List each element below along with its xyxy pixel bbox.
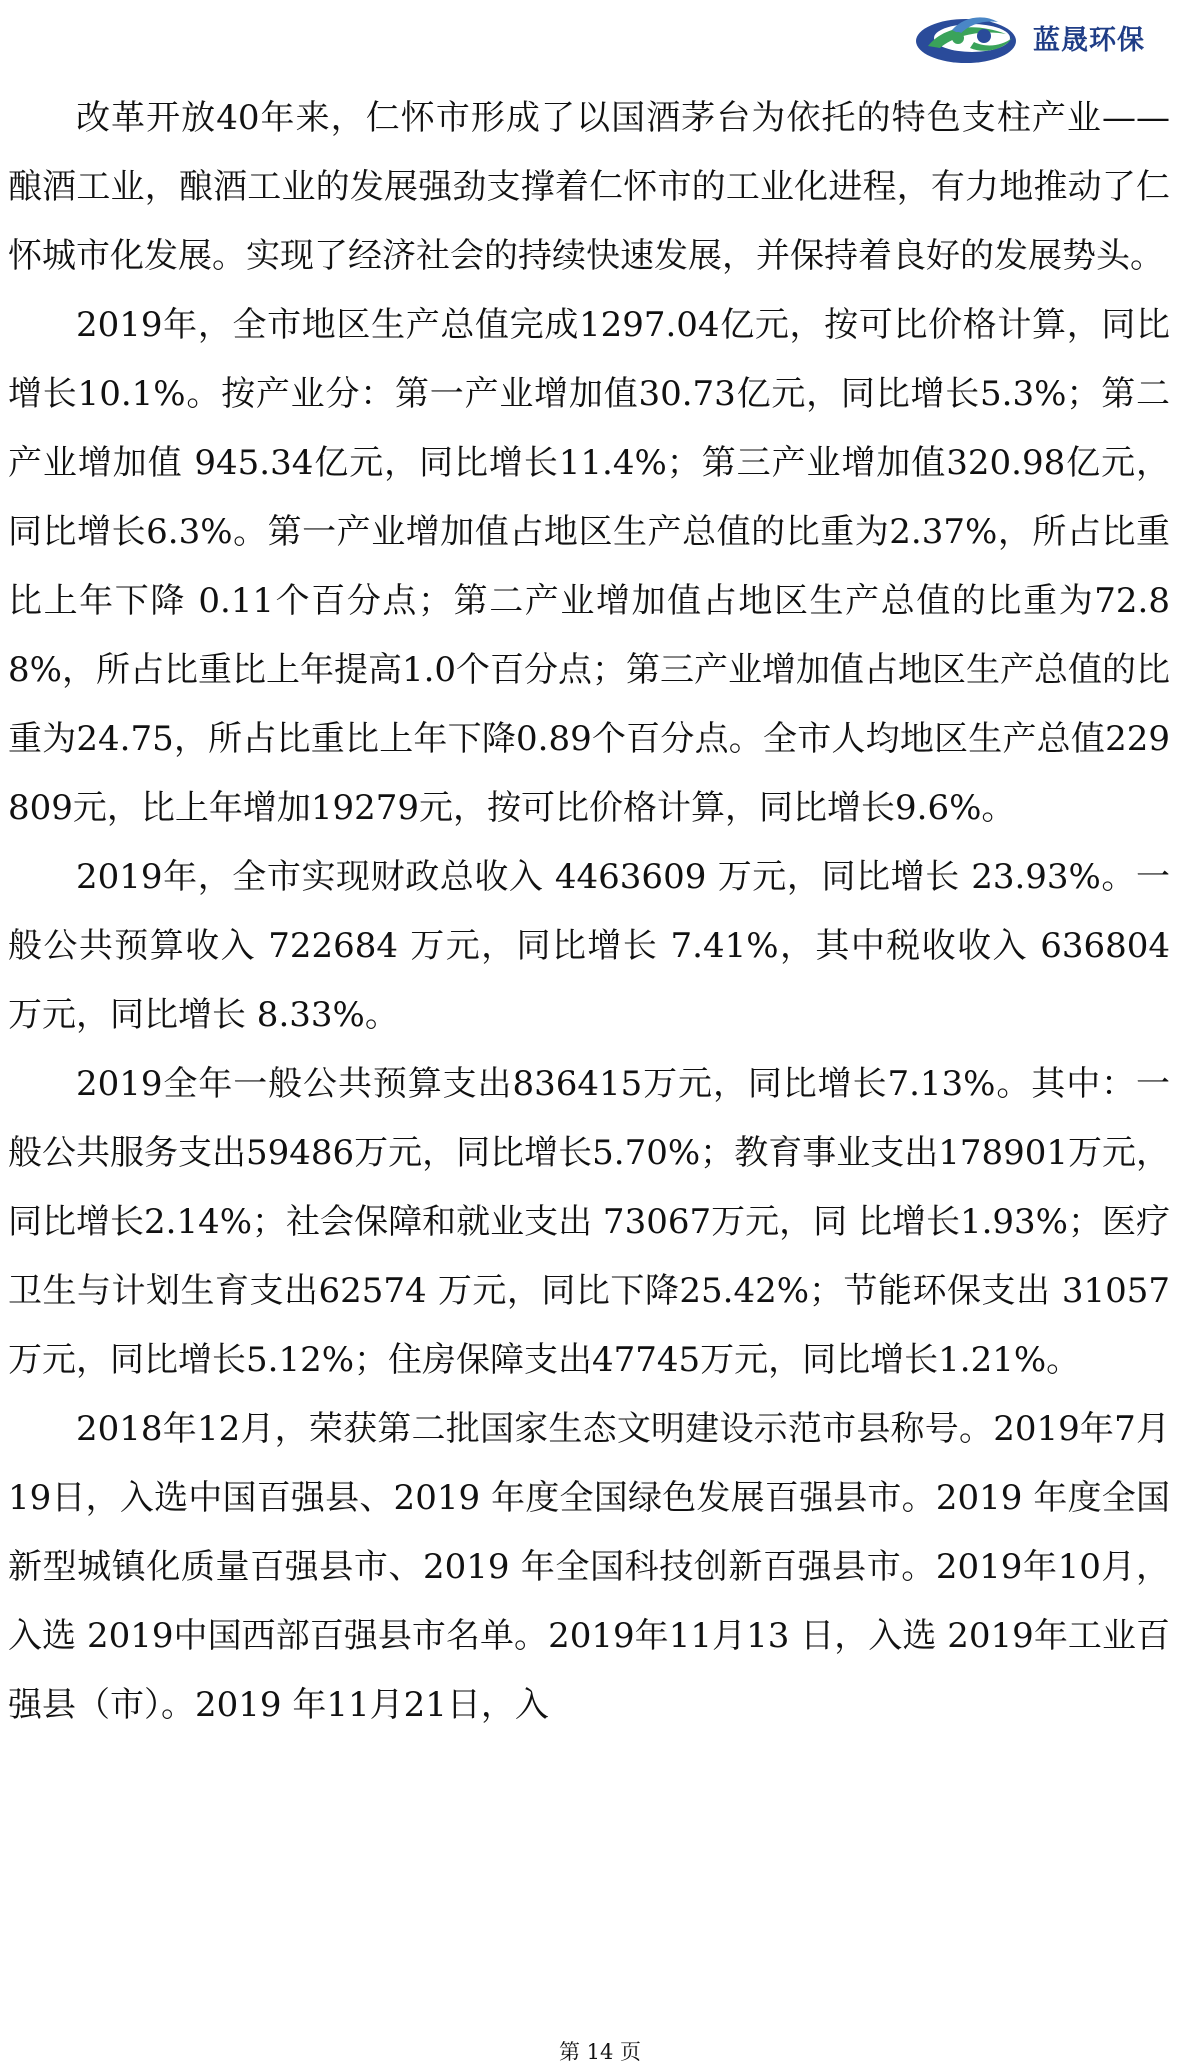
paragraph-fiscal-revenue: 2019年，全市实现财政总收入 4463609 万元，同比增长 23.93%。一般公共预算收入 722684 万元，同比增长 7.41%，其中税收收入 636804 万元，同比增长 8.33%。 xyxy=(8,857,1170,1035)
paragraph-development-overview: 改革开放40年来，仁怀市形成了以国酒茅台为依托的特色支柱产业——酿酒工业，酿酒工业的发展强劲支撑着仁怀市的工业化进程，有力地推动了仁怀城市化发展。实现了经济社会的持续快速发展，并保持着良好的发展势头。 xyxy=(8,98,1170,276)
lansheng-logo-icon xyxy=(914,8,1019,66)
document-body xyxy=(8,84,1170,1740)
paragraph-public-expenditure: 2019全年一般公共预算支出836415万元，同比增长7.13%。其中：一般公共服务支出59486万元，同比增长5.70%；教育事业支出178901万元，同比增长2.14%；社会保障和就业支出 73067万元，同 比增长1.93%；医疗卫生与计划生育支出62574 万元，同比下降25.42%；节能环保支出 31057万元，同比增长5.12%；住房保障支出47745万元，同比增长1.21%。 xyxy=(8,1064,1170,1380)
page-header xyxy=(914,8,1145,66)
paragraph-gdp-2019: 2019年，全市地区生产总值完成1297.04亿元，按可比价格计算，同比增长10.1%。按产业分：第一产业增加值30.73亿元，同比增长5.3%；第二产业增加值 945.34亿元，同比增长11.4%；第三产业增加值320.98亿元，同比增长6.3%。第一产业增加值占地区生产总值的比重为2.37%，所占比重比上年下降 0.11个百分点；第二产业增加值占地区生产总值的比重为72.88%，所占比重比上年提高1.0个百分点；第三产业增加值占地区生产总值的比重为24.75，所占比重比上年下降0.89个百分点。全市人均地区生产总值229809元，比上年增加19279元，按可比价格计算，同比增长9.6%。 xyxy=(8,305,1171,828)
paragraph-honors: 2018年12月，荣获第二批国家生态文明建设示范市县称号。2019年7月19日，入选中国百强县、2019 年度全国绿色发展百强县市。2019 年度全国新型城镇化质量百强县市、2019 年全国科技创新百强县市。2019年10月，入选 2019中国西部百强县市名单。2019年11月13 日，入选 2019年工业百强县（市）。2019 年11月21日，入 xyxy=(8,1409,1170,1725)
brand-name: 蓝晟环保 xyxy=(1033,24,1145,56)
page-number: 第 14 页 xyxy=(558,2040,642,2064)
